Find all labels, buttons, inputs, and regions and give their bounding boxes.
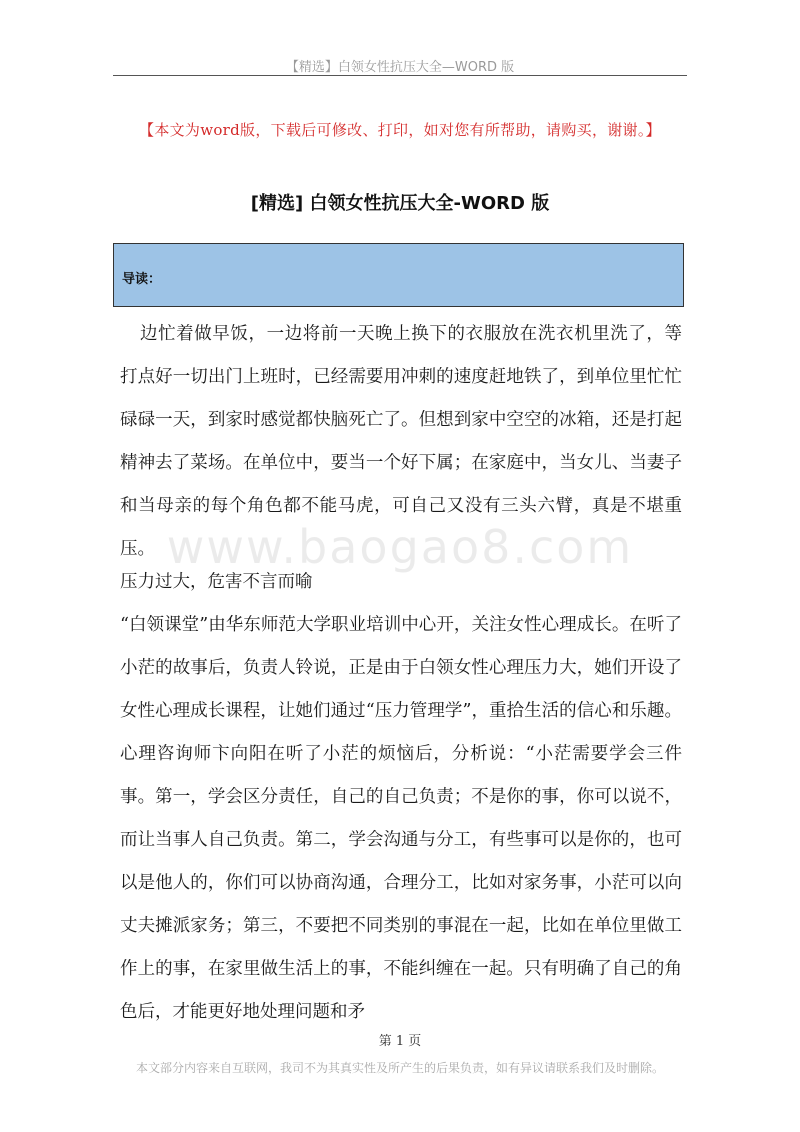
watermark: www.baogao8.com — [166, 520, 634, 574]
running-header: 【精选】白领女性抗压大全—WORD 版 — [285, 60, 515, 75]
download-notice: 【本文为word版，下载后可修改、打印，如对您有所帮助，请购买，谢谢。】 — [139, 121, 661, 139]
body-paragraph-2: “白领课堂”由华东师范大学职业培训中心开，关注女性心理成长。在听了小茫的故事后，负责人铃说，正是由于白领女性心理压力大，她们开设了女性心理成长课程，让她们通过“压力管理学”，重拾生活的信心和乐趣。心理咨询师卞向阳在听了小茫的烦恼后，分析说：“小茫需要学会三件事。第一，学会区分责任，自己的自己负责；不是你的事，你可以说不，而让当事人自己负责。第二，学会沟通与分工，有些事可以是你的，也可以是他人的，你们可以协商沟通，合理分工，比如对家务事，小茫可以向丈夫摊派家务；第三，不要把不同类别的事混在一起，比如在单位里做工作上的事，在家里做生活上的事，不能纠缠在一起。只有明确了自己的角色后，才能更好地处理问题和矛 — [120, 615, 682, 1022]
header-divider — [113, 75, 687, 76]
body-paragraph-1: 边忙着做早饭，一边将前一天晚上换下的衣服放在洗衣机里洗了，等打点好一切出门上班时，已经需要用冲刺的速度赶地铁了，到单位里忙忙碌碌一天，到家时感觉都快脑死亡了。但想到家中空空的冰箱，还是打起精神去了菜场。在单位中，要当一个好下属；在家庭中，当女儿、当妻子和当母亲的每个角色都不能马虎，可自己又没有三头六臂，真是不堪重压。 — [120, 324, 682, 559]
section-subheading: 压力过大，危害不言而喻 — [120, 572, 313, 592]
guide-label: 导读： — [122, 272, 162, 287]
guide-box — [113, 243, 684, 307]
page-number: 第 1 页 — [378, 1034, 422, 1049]
footer-disclaimer: 本文部分内容来自互联网，我司不为其真实性及所产生的后果负责，如有异议请联系我们及时删除。 — [135, 1061, 664, 1075]
document-title: [精选] 白领女性抗压大全-WORD 版 — [250, 193, 550, 214]
